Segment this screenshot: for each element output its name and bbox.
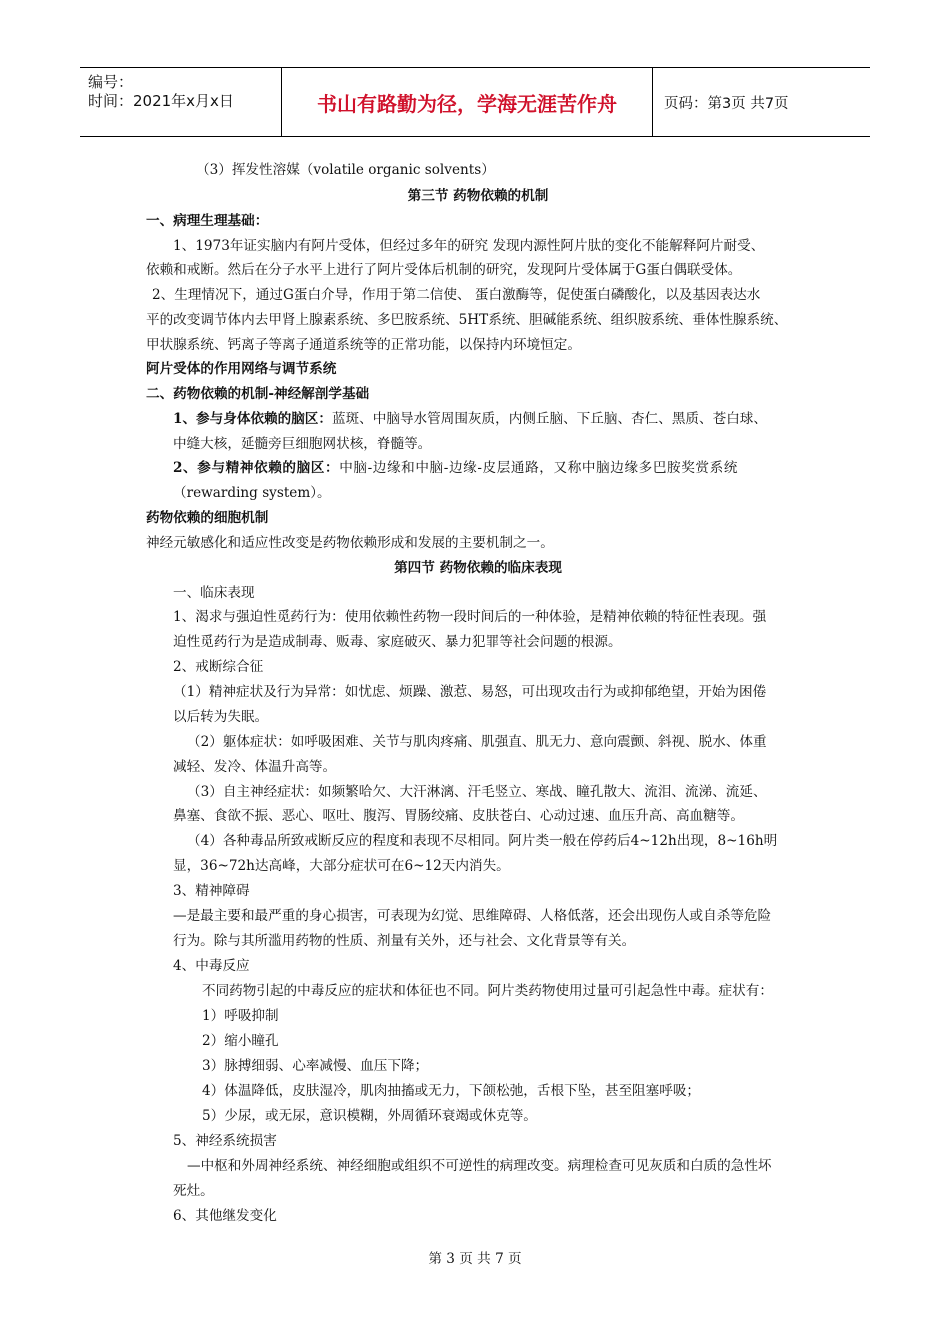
header-info-cell [80,68,282,136]
text-line: —中枢和外周神经系统、神经细胞或组织不可逆性的病理改变。病理检查可见灰质和白质的急性坏 [187,1158,772,1174]
text-line: （1）精神症状及行为异常：如忧虑、烦躁、激惹、易怒，可出现攻击行为或抑郁绝望，开始为困倦 [173,684,767,700]
inline-text: 中脑-边缘和中脑-边缘-皮层通路，又称中脑边缘多巴胺奖赏系统 [339,460,739,476]
text-line: 迫性觅药行为是造成制毒、贩毒、家庭破灭、暴力犯罪等社会问题的根源。 [173,634,622,650]
section-heading: 第四节 药物依赖的临床表现 [394,560,562,576]
inline-heading: 2、参与精神依赖的脑区： [173,460,340,476]
text-line: 中缝大核，延髓旁巨细胞网状核，脊髓等。 [173,436,432,452]
header-motto: 书山有路勤为径，学海无涯苦作舟 [282,68,653,136]
text-line: 以后转为失眠。 [173,709,269,725]
list-item: 2）缩小瞳孔 [202,1033,279,1049]
subheading: 药物依赖的细胞机制 [146,510,269,526]
header-page-label: 页码：第3页 共7页 [664,95,789,112]
inline-text: 蓝斑、中脑导水管周围灰质，内侧丘脑、下丘脑、杏仁、黑质、苍白球、 [332,411,767,427]
subheading: 一、病理生理基础： [146,213,269,229]
list-item: 5）少尿，或无尿，意识模糊，外周循环衰竭或休克等。 [202,1108,537,1124]
subheading: 阿片受体的作用网络与调节系统 [146,361,337,377]
text-line [173,458,738,478]
text-line: 2、生理情况下，通过G蛋白介导，作用于第二信使、 蛋白激酶等，促使蛋白磷酸化，以及基因表达水 [152,287,761,303]
list-item: 4）体温降低，皮肤湿冷，肌肉抽搐或无力，下颌松弛，舌根下坠，甚至阻塞呼吸； [202,1083,701,1099]
text-line: （rewarding system）。 [173,485,331,501]
text-line: 一、临床表现 [173,585,255,601]
page-footer: 第 3 页 共 7 页 [428,1251,522,1267]
text-line: 减轻、发冷、体温升高等。 [173,759,337,775]
text-line: 显，36~72h达高峰，大部分症状可在6~12天内消失。 [173,858,510,874]
text-line: —是最主要和最严重的身心损害，可表现为幻觉、思维障碍、人格低落，还会出现伤人或自杀等危险 [173,908,772,924]
text-line: 4、中毒反应 [173,958,250,974]
text-line: 6、其他继发变化 [173,1208,277,1224]
text-line: 平的改变调节体内去甲肾上腺素系统、多巴胺系统、5HT系统、胆碱能系统、组织胺系统、垂体性腺系统、 [146,312,788,328]
subheading: 二、药物依赖的机制-神经解剖学基础 [146,386,370,402]
list-item: 3）脉搏细弱、心率减慢、血压下降； [202,1058,429,1074]
text-line: （2）躯体症状：如呼吸困难、关节与肌肉疼痛、肌强直、肌无力、意向震颤、斜视、脱水、体重 [187,734,767,750]
text-line: 1、1973年证实脑内有阿片受体，但经过多年的研究 发现内源性阿片肽的变化不能解释阿片耐受、 [173,238,765,254]
text-line: 2、戒断综合征 [173,659,264,675]
text-line: （4）各种毒品所致戒断反应的程度和表现不尽相同。阿片类一般在停药后4~12h出现，8~16h明 [187,833,778,849]
list-item: 1）呼吸抑制 [202,1008,279,1024]
text-line [173,409,767,429]
text-line: 神经元敏感化和适应性改变是药物依赖形成和发展的主要机制之一。 [146,535,554,551]
inline-heading: 1、参与身体依赖的脑区： [173,411,332,427]
text-line: 甲状腺系统、钙离子等离子通道系统等的正常功能，以保持内环境恒定。 [146,337,581,353]
text-line: （3）挥发性溶媒（volatile organic solvents） [196,162,495,178]
text-line: 1、渴求与强迫性觅药行为：使用依赖性药物一段时间后的一种体验，是精神依赖的特征性表现。强 [173,609,767,625]
document-date-label: 时间：2021年x月x日 [88,92,234,110]
text-line: 不同药物引起的中毒反应的症状和体征也不同。阿片类药物使用过量可引起急性中毒。症状有： [202,983,773,999]
text-line: 死灶。 [173,1183,214,1199]
page-header [80,67,870,137]
text-line: 5、神经系统损害 [173,1133,277,1149]
text-line: 鼻塞、食欲不振、恶心、呕吐、腹泻、胃肠绞痛、皮肤苍白、心动过速、血压升高、高血糖等。 [173,808,744,824]
text-line: （3）自主神经症状：如频繁哈欠、大汗淋漓、汗毛竖立、寒战、瞳孔散大、流泪、流涕、流延、 [187,784,767,800]
document-number-label: 编号： [88,73,134,91]
section-heading: 第三节 药物依赖的机制 [407,188,549,204]
text-line: 依赖和戒断。然后在分子水平上进行了阿片受体后机制的研究，发现阿片受体属于G蛋白偶联受体。 [146,262,742,278]
text-line: 3、精神障碍 [173,883,250,899]
text-line: 行为。除与其所滥用药物的性质、剂量有关外，还与社会、文化背景等有关。 [173,933,636,949]
